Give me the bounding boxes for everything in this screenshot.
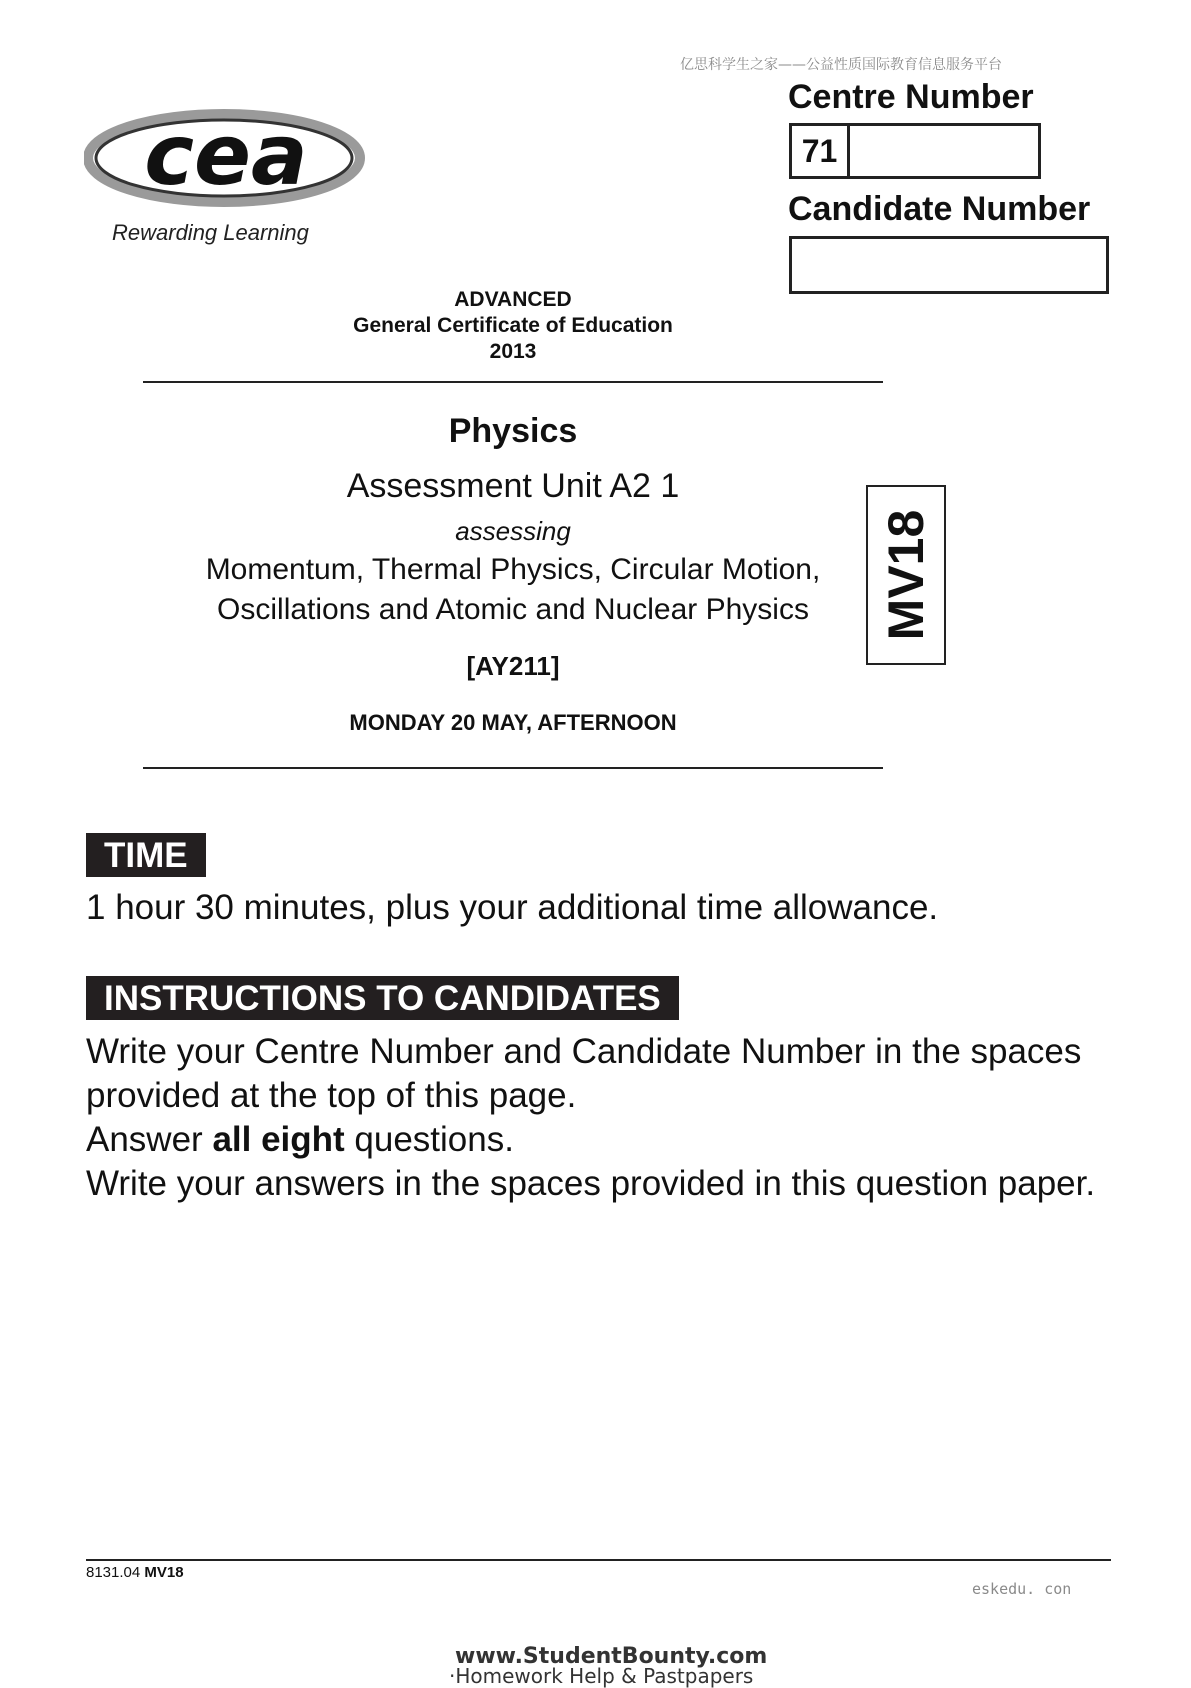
qualification-year: 2013 [489, 340, 537, 363]
studentbounty-tagline: ·Homework Help & Pastpapers [449, 1664, 754, 1688]
instruction-2-bold: all eight [212, 1120, 345, 1159]
exam-date: MONDAY 20 MAY, AFTERNOON [349, 710, 677, 735]
logo-wordmark: cea [144, 108, 308, 204]
centre-number-label: Centre Number [788, 78, 1034, 116]
subject-title: Physics [448, 412, 578, 450]
footer-ref: MV18 [144, 1564, 184, 1581]
paper-code: [AY211] [466, 651, 560, 681]
qualification-level: ADVANCED [454, 288, 572, 311]
instructions-body [86, 1030, 1096, 1206]
assessing-label: assessing [455, 516, 571, 546]
divider-bottom [143, 767, 883, 769]
logo-tagline: Rewarding Learning [112, 220, 309, 245]
topics-line-1: Momentum, Thermal Physics, Circular Motion, [205, 553, 821, 586]
time-text: 1 hour 30 minutes, plus your additional time allowance. [86, 888, 939, 927]
divider-top [143, 381, 883, 383]
watermark-text-bottom: eskedu. con [972, 1580, 1072, 1598]
paper-ref: MV18 [878, 509, 934, 641]
footer-code [86, 1564, 184, 1581]
studentbounty-url[interactable]: www.StudentBounty.com [455, 1644, 768, 1669]
instruction-2-post: questions. [344, 1120, 514, 1159]
centre-number-field[interactable] [789, 123, 1041, 179]
topics [143, 550, 883, 630]
qualification-name: General Certificate of Education [353, 314, 673, 337]
candidate-number-label: Candidate Number [788, 190, 1091, 228]
watermark-text-top: 亿思科学生之家——公益性质国际教育信息服务平台 [680, 57, 1002, 73]
footer-divider [86, 1559, 1111, 1561]
instruction-2 [86, 1118, 1096, 1162]
centre-number-prefix: 71 [792, 126, 850, 176]
candidate-number-field[interactable] [789, 236, 1109, 294]
time-heading: TIME [86, 833, 206, 877]
cea-logo [84, 108, 374, 218]
assessment-unit: Assessment Unit A2 1 [346, 467, 680, 505]
paper-ref-box [866, 485, 946, 665]
instruction-3: Write your answers in the spaces provided in this question paper. [86, 1164, 1096, 1203]
footer-code-number: 8131.04 [86, 1564, 141, 1581]
instruction-2-pre: Answer [86, 1120, 213, 1159]
instruction-1: Write your Centre Number and Candidate Number in the spaces provided at the top of this page. [86, 1032, 1082, 1115]
topics-line-2: Oscillations and Atomic and Nuclear Physics [217, 593, 809, 626]
instructions-heading: INSTRUCTIONS TO CANDIDATES [86, 976, 679, 1020]
